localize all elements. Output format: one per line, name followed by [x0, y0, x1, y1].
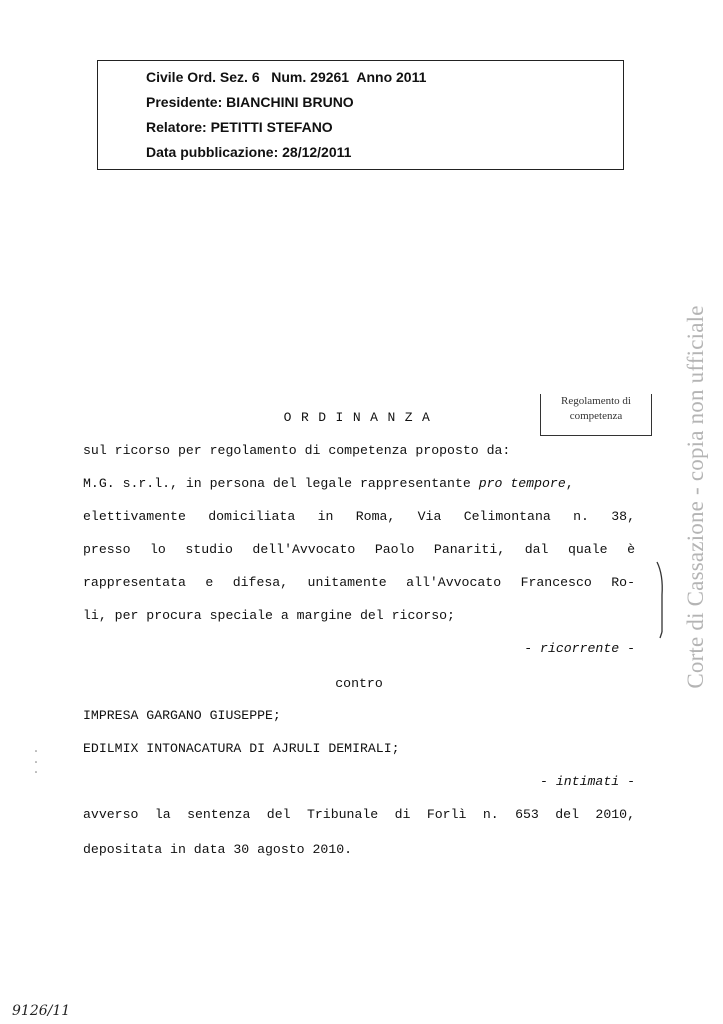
ricorrente-word: ricorrente: [540, 641, 620, 656]
contro-label: contro: [335, 676, 383, 691]
body-line-2-c: ,: [565, 476, 574, 491]
case-header-box: [97, 60, 624, 170]
ricorrente-dash-a: -: [524, 641, 541, 656]
body-line-10: depositata in data 30 agosto 2010.: [83, 842, 353, 857]
body-line-3: elettivamente domiciliata in Roma, Via Celimontana n. 38,: [83, 509, 635, 524]
body-line-7: IMPRESA GARGANO GIUSEPPE;: [83, 708, 281, 723]
stamp-line-1: Regolamento di: [561, 395, 631, 407]
margin-bracket-mark: [655, 560, 667, 640]
ricorrente-dash-c: -: [619, 641, 635, 656]
body-line-1: sul ricorso per regolamento di competenza proposto da:: [83, 443, 511, 458]
intimati-dash-c: -: [619, 774, 635, 789]
body-line-9: avverso la sentenza del Tribunale di Forlì n. 653 del 2010,: [83, 807, 635, 822]
publication-date: Data pubblicazione: 28/12/2011: [146, 144, 352, 160]
document-title: ORDINANZA: [283, 410, 440, 425]
relatore: Relatore: PETITTI STEFANO: [146, 119, 333, 135]
body-line-5: rappresentata e difesa, unitamente all'Avvocato Francesco Ro-: [83, 575, 635, 590]
margin-dots: [33, 748, 39, 778]
body-line-8: EDILMIX INTONACATURA DI AJRULI DEMIRALI;: [83, 741, 400, 756]
stamp-line-2: competenza: [569, 410, 623, 422]
presidente: Presidente: BIANCHINI BRUNO: [146, 94, 354, 110]
case-number: Civile Ord. Sez. 6 Num. 29261 Anno 2011: [146, 69, 427, 85]
body-line-4: presso lo studio dell'Avvocato Paolo Panariti, dal quale è: [83, 542, 635, 557]
intimati-dash-a: -: [540, 774, 556, 789]
pro-tempore: pro tempore: [478, 476, 566, 491]
handwritten-note: 9126/11: [12, 1003, 71, 1019]
body-line-6: li, per procura speciale a margine del ricorso;: [83, 608, 455, 623]
body-line-2: [83, 476, 635, 491]
watermark: Corte di Cassazione - copia non ufficiale: [683, 305, 708, 689]
ricorrente-label: [83, 641, 635, 656]
body-line-2-a: M.G. s.r.l., in persona del legale rappresentante: [83, 476, 479, 491]
intimati-label: [83, 774, 635, 789]
intimati-word: intimati: [555, 774, 620, 789]
